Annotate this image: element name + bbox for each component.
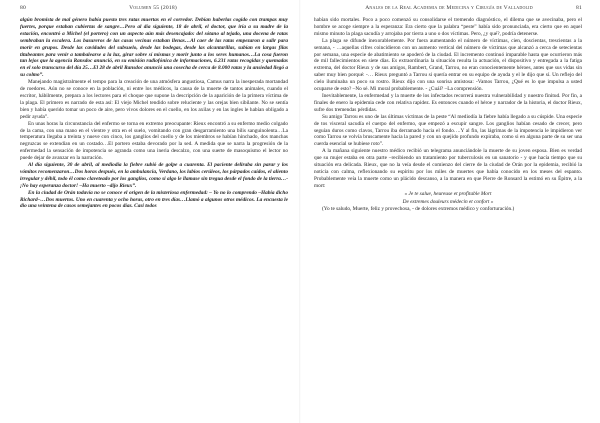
paragraph-text: Su amigo Tarrou es uno de las últimas víctimas de la peste “Al mediodía la fiebre había llegado a su cúspide. Una especie de tos visceral sacudía el cuerpo del enfermo, que empezó a escupir sangre. Los ganglios habían cesado de crecer, pero seguían duros como clavos, Tarrou iba derramado hacia el fondo….Y al fin, las lágrimas de la impotencia le impidieron ver como Tarrou se volvía bruscamente hacia la pared y con un quejido profundo expiraba, como si en alguna parte de su ser una cuerda esencial se hubiese roto”.: [314, 113, 582, 148]
paragraph-text: En la ciudad de Orán todavía no se conoce el origen de la misteriosa enfermedad: – Yo no lo comprendo –Había dicho Richard–…Dos muertos. Uno en cuarenta y ocho horas, otro en tres días…Llamó a algunos otros médicos. La encuesta le dio una veintena de casos semejantes en pocos días. Casi todos: [20, 189, 288, 210]
poem-quote-line-1: « Je te salue, heureuse et profitable Mort: [404, 190, 492, 197]
right-page-header: [314, 5, 582, 11]
paragraph-text: algún bromista de mal género había puesto tres ratas muertas en el corredor. Debían haberlas cogido con trampas muy fuertes, porque estaban cubiertas de sangre…Pero al día siguiente, 18 de abril, el doctor, que iría a su madre de la estación, encontró a Michel (el portero) con un aspecto aún más desencajado: del sótano al tejado, una docena de ratas sembraban la escalera. Los basureros de las casas vecinas estaban llenas…Al caer de las ratas empezaron a salir para morir en grupos. Desde las cavidades del subsuelo, desde las bodegas, desde las alcantarillas, subían en largas filas titubeantes para venir a tambalearse a la luz, girar sobre sí mismas y morir junto a los seres humanos…La cosa fueron tan lejos que la agencia Ransdoc anunció, en su emisión radiofónica de informaciones, 6.231 ratas recogidas y quemadas en el solo transcurso del día 25…El 28 de abril Ransdoc anunció una cosecha de cerca de 8.000 ratas y la ansiedad llegó a su colmo”.: [20, 17, 288, 79]
paragraph: [20, 162, 288, 190]
paragraph: [314, 148, 582, 189]
right-running-title: Anales de la Real Academia de Medicina y Cirugía de Valladolid: [365, 5, 533, 11]
left-page-number: 80: [20, 5, 26, 11]
paragraph-text: En unas horas la circunstancia del enfermo se torna en extremo preocupante: Rieux encontró a su enfermo medio colgado de la cama, con una mano en el vientre y otra en el suelo, vomitando con gran desgarramiento una bilis sanguinolenta…La temperatura llegaba a treinta y nueve con cinco, los ganglios del cuello y de los miembros se habían hinchado, dos manchas negruzcas se extendían en un costado…El portero estaba devorado por la sed. A medida que se narra la progresión de la enfermedad la sensación de impotencia se agranda como una ineria descalzo, con una suerte de masoquismo el lector no puede dejar de avanzar en la narración.: [20, 120, 288, 162]
paragraph-text: Manejando magistralmente el tempo para la creación de una atmósfera angustiosa, Camus narra la inesperada mortandad de roedores. Aún no se conoce en la población, ni entre los médicos, la causa de la muerte de tantos animales, cuando el escritor, hábilmente, prepara a los lectores para el choque que supone la descripción de la aparición de la primera víctima de la plaga. El primero es narrado de esta así: El viejo Michel tendido sobre reluciente y las orejas bien sibilante. No se sentía bien y había querido tomar un poco de aire, pero vivos dolores en el cuello, en los axilas y en las ingles le habían obligado a pedir ayuda”.: [20, 79, 288, 120]
right-page: [300, 0, 600, 423]
right-page-number: 81: [576, 5, 582, 11]
paragraph: [314, 114, 582, 149]
paragraph: [20, 17, 288, 79]
paragraph-text: La plaga se difunde inexorablemente. Por fuera aumentando el número de víctimas, cien, doscientas, trescientas a la semana, - …aquellas cifres coincidieron con un aumento vertical del número de víctimas que alcanzó a cerca de setecientas por semana, una especie de abatimiento se apoderó de la ciudad. El incremento continuó imparable hasta que ocurrieron más de mil fallecimientos en siete días. Es extraordinaria la situación resulta la actuación, el dispositivo y entregada a la fatiga extrema, del doctor Rieux y de sus amigos, Rambert, Grand, Tarrou, no eran conocientemente héroes, antes que sus vidas sin saber muy bien porqué: -… Rieux preguntó a Tarrou si quería entrar en su equipo de ayuda y el le dijo que sí. Un reflejo del cielo iluminaba un poco su rostro. Rieux dijo con una sonrisa amistosa: -Vamos Tarrou, ¿Qué es lo que impulsa a usted ocuparse de esto? –No sé. Mi moral probablemente. - ¿Cuál? –La comprensión.: [314, 37, 582, 93]
closing-paragraph: [314, 206, 582, 213]
left-page-header: [20, 5, 288, 11]
paragraph-text: habían sido mortales. Poco a poco comenzó su consolidarse el tremendo diagnóstico, el dilema que se avecinaba, pero el hombre se acoge siempre a la esperanza: Era cierto que la palabra “peste” había sido pronunciada, era cierto que en aquel mismo minuto la plaga sacudía y arrojaba por tierra a uno o dos víctimas. Pero, ¿y qué?, podría detenerse.: [314, 17, 582, 37]
paragraph: [314, 17, 582, 38]
paragraph-text: (Yo te saludo, Muerte, feliz y provechosa, - de dolores extremos médico y conforturación.): [322, 206, 515, 213]
paragraph: [314, 93, 582, 114]
left-running-title: Volumen 55 (2018): [129, 5, 177, 11]
poem-quote-line-2: De extremes douleurs médecin et confort »: [402, 198, 494, 205]
paragraph-text: A la mañana siguiente nuestro médico recibió un telegrama anunciándole la muerte de su joven esposa. Bien es verdad que su mujer estaba en otra parte –recibiendo un tratamiento por tuberculosis en un sanatorio - y que hacía tiempo que su situación era delicada. Rieux, que no la veía desde el comienzo del cierre de la ciudad de Orán por la epidemia, recibió la noticia con calma, reflexionando su espíritu por los miles de muertes que había conocido en los meses del espanto. Probablemente veía la muerte como un plácido descanso, a la manera en que Pierre de Ronsard la estimó en su Épitre, a la mort:: [314, 148, 582, 189]
paragraph: [20, 79, 288, 120]
paragraph: [314, 38, 582, 93]
paragraph: [20, 190, 288, 211]
paragraph: [20, 121, 288, 162]
paragraph-text: Inevitablemente, la enfermedad y la muerte de los infectados recorrerá nuestra vulnerabilidad y nuestro finitud. Por fin, a finales de enero la epidemia cede con relativa rapidez. Es entonces cuando el héroe y narrador de la historia, el doctor Rieux, sufre dos tremendas pérdidas.: [314, 92, 582, 113]
right-page-body: [314, 17, 582, 213]
left-page-body: [20, 17, 288, 210]
paragraph-text: Al día siguiente, 30 de abril, al mediodía la fiebre subió de golpe a cuarenta. El paciente deliraba sin parar y los vómitos recomenzaron…Dos horas después, en la ambulancia, Verdano, los labios cerúleos, los párpados caídos, el aliento irregular y débil, todo él como claveteado por los ganglios, como si algo le llamase sin tregua desde el fondo de la tierra…- ¡No hay esperanza doctor! –Ha muerto –dijo Rieux”.: [20, 162, 288, 189]
